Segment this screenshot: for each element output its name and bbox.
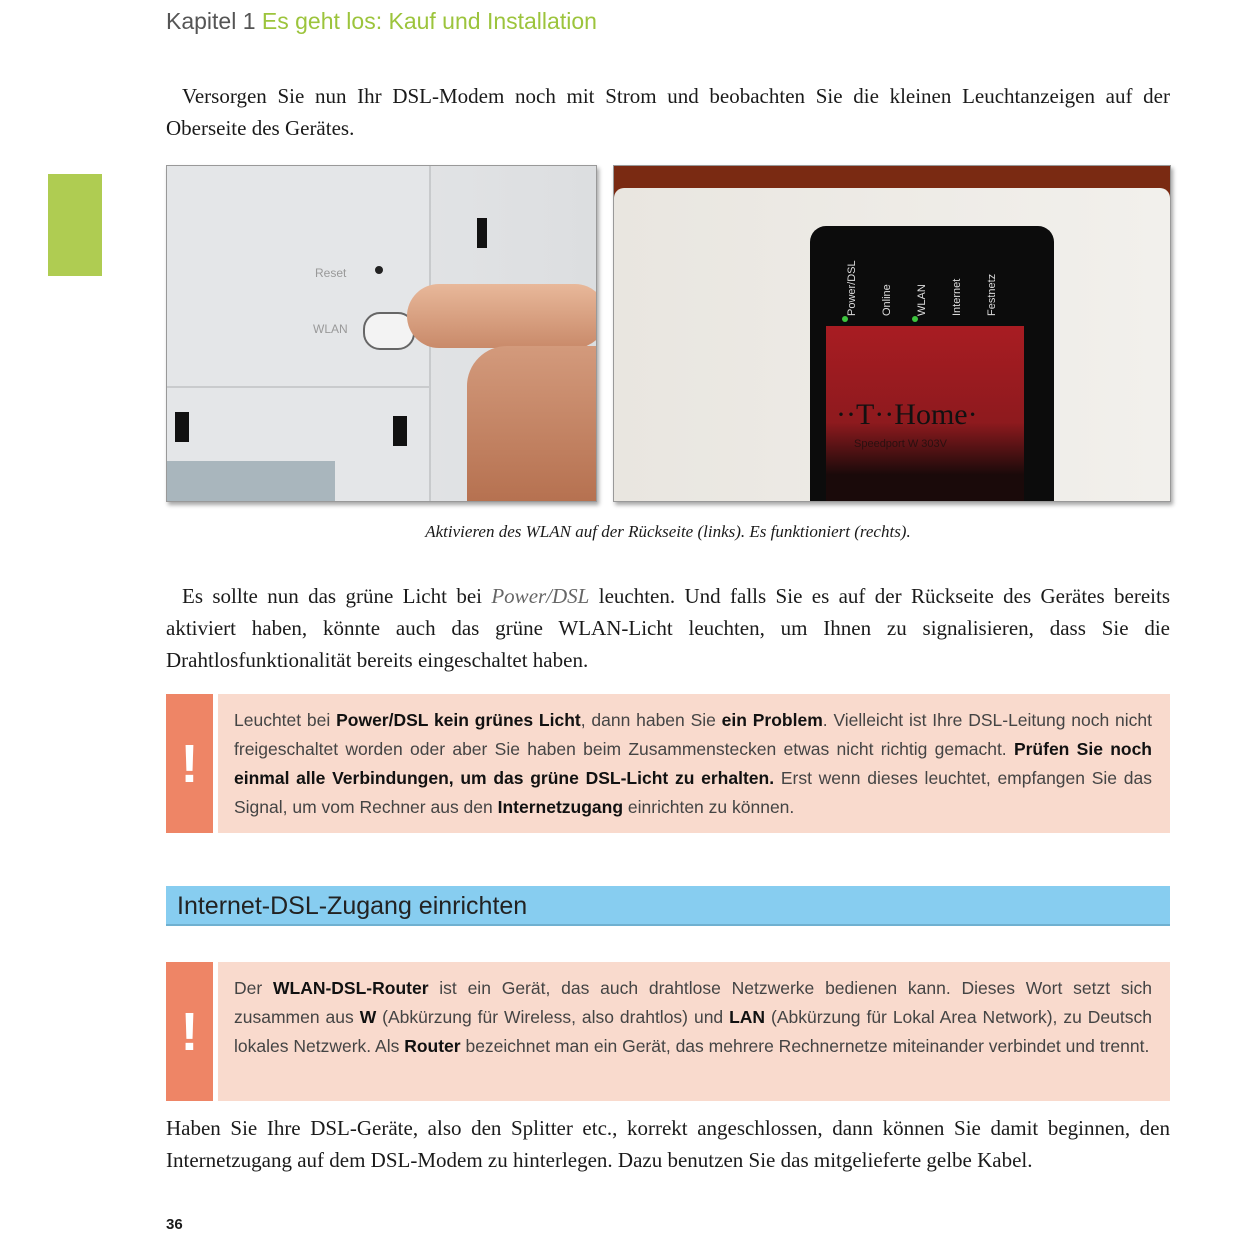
led-label: Internet	[951, 278, 963, 316]
text: Erst wenn dieses leuchtet, empfangen Sie das Signal, um vom Rechner aus den	[234, 768, 1152, 817]
bold-text: ein Problem	[721, 710, 823, 730]
body-paragraph	[166, 580, 1170, 676]
bold-text: Prüfen Sie noch einmal alle Verbindungen, um das grüne DSL-Licht zu erhalten.	[234, 739, 1153, 788]
chapter-number: Kapitel 1	[166, 8, 256, 34]
led-label: WLAN	[916, 284, 928, 316]
text: (Abkürzung für Lokal Area Network), zu Deutsch lokales Netzwerk. Als	[234, 1007, 1152, 1056]
led-label: Festnetz	[986, 273, 998, 316]
exclamation-icon: !	[166, 694, 213, 833]
running-header	[166, 8, 597, 35]
photo-router-leds	[613, 165, 1171, 502]
green-led-icon	[912, 316, 918, 322]
text: ist ein Gerät, das auch drahtlose Netzwerke bedienen kann. Dieses Wort setzt sich zusammen aus	[234, 978, 1152, 1027]
photo-wlan-button	[166, 165, 597, 502]
wlan-label: WLAN	[313, 322, 348, 336]
text: Der	[234, 978, 273, 998]
led-label: Power/DSL	[846, 260, 858, 316]
text: leuchten. Und falls Sie es auf der Rückseite des Gerätes bereits aktiviert haben, könnte auch das grüne WLAN-Licht leuchten, um Ihnen zu signalisieren, dass Sie die Drahtlosfunktionalität bereits eingeschaltet haben.	[166, 584, 1170, 672]
bold-text: Router	[404, 1036, 461, 1056]
exclamation-icon: !	[166, 962, 213, 1101]
text: einrichten zu können.	[623, 797, 795, 817]
brand-logo: ··T··Home·	[836, 398, 978, 431]
model-label: Speedport W 303V	[854, 438, 947, 450]
emphasis: Power/DSL	[491, 584, 590, 608]
bold-text: Internetzugang	[497, 797, 624, 817]
text: , dann haben Sie	[580, 710, 722, 730]
text: bezeichnet man ein Gerät, das mehrere Rechnernetze miteinander verbindet und trennt.	[460, 1036, 1150, 1056]
chapter-title: Es geht los: Kauf und Installation	[261, 8, 597, 34]
text: Es sollte nun das grüne Licht bei	[182, 584, 492, 608]
bold-text: LAN	[729, 1007, 766, 1027]
led-label: Online	[881, 284, 893, 316]
warning-note	[166, 694, 1170, 833]
body-paragraph: Haben Sie Ihre DSL-Geräte, also den Splitter etc., korrekt angeschlossen, dann können Sie damit beginnen, den Internetzugang auf dem DSL-Modem zu hinterlegen. Dazu benutzen Sie das mitgelieferte gelbe Kabel.	[166, 1116, 1170, 1172]
reset-label: Reset	[315, 266, 347, 280]
text: Leuchtet bei	[234, 710, 337, 730]
text: (Abkürzung für Wireless, also drahtlos) und	[376, 1007, 730, 1027]
note-text	[218, 694, 1170, 833]
note-text	[218, 962, 1170, 1101]
bold-text: W	[359, 1007, 377, 1027]
reset-hole-icon	[375, 266, 383, 274]
green-led-icon	[842, 316, 848, 322]
page-number: 36	[166, 1216, 183, 1233]
bold-text: Power/DSL kein grünes Licht	[336, 710, 581, 730]
text: . Vielleicht ist Ihre DSL-Leitung noch nicht freigeschaltet worden oder aber Sie haben beim Zusammenstecken etwas nicht richtig gemacht.	[234, 710, 1152, 759]
figure-caption: Aktivieren des WLAN auf der Rückseite (links). Es funktioniert (rechts).	[425, 522, 911, 541]
finger	[407, 284, 597, 348]
section-heading: Internet-DSL-Zugang einrichten	[166, 886, 1170, 926]
chapter-tab-marker	[48, 174, 102, 276]
info-note	[166, 962, 1170, 1101]
bold-text: WLAN-DSL-Router	[272, 978, 429, 998]
intro-paragraph: Versorgen Sie nun Ihr DSL-Modem noch mit Strom und beobachten Sie die kleinen Leuchtanzeigen auf der Oberseite des Gerätes.	[166, 84, 1170, 140]
